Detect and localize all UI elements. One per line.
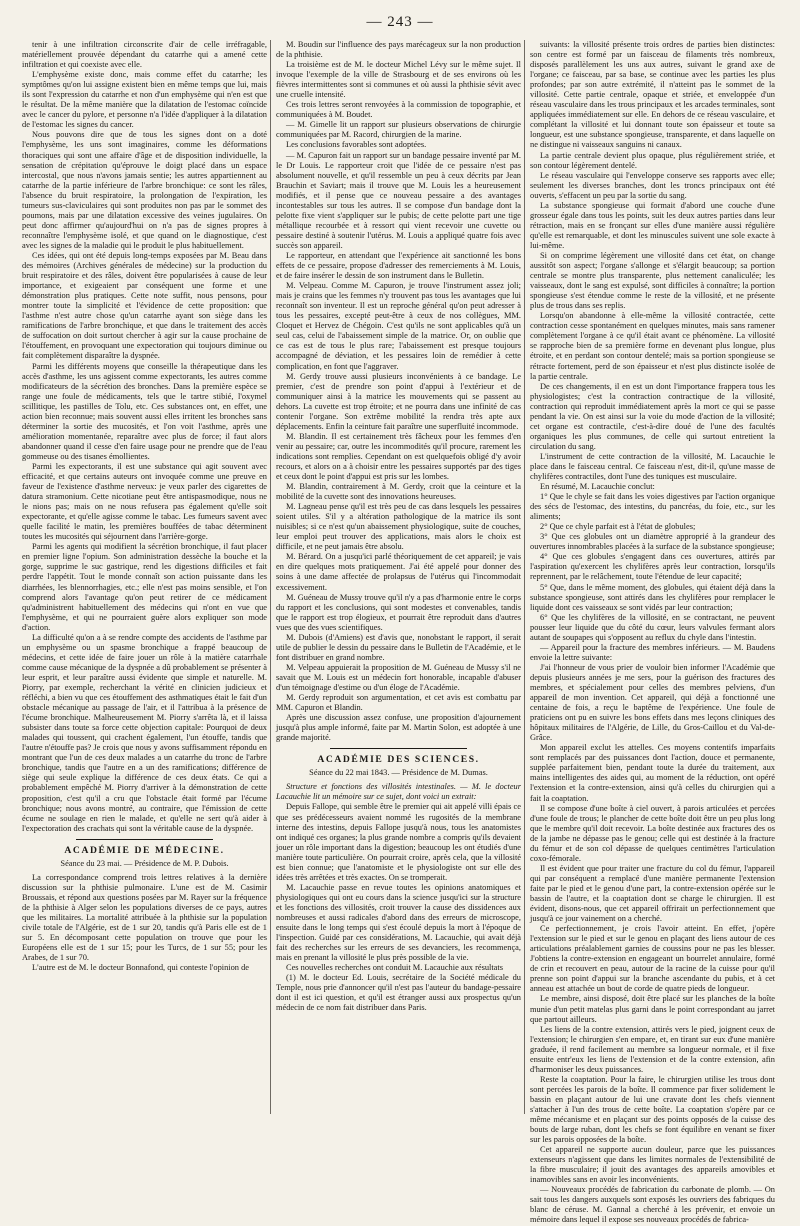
column-middle <box>276 40 521 1114</box>
column-right-body <box>530 40 775 1226</box>
paragraph: Cet appareil ne supporte aucun douleur, parce que les puissances extenseurs n'agissent que dans les limites normales de l'extensibilité de la fibre musculaire; il jouit des avantages des appareils amovibles et inamovibles sans en avoir les inconvénients. <box>530 1145 775 1185</box>
column-divider <box>270 40 271 1114</box>
page-number: — 243 — <box>366 14 434 30</box>
paragraph: — Appareil pour la fracture des membres inférieurs. — M. Baudens envoie la lettre suivante: <box>530 642 775 662</box>
column-left-body-after <box>22 873 267 973</box>
paragraph: Ces trois lettres seront renvoyées à la commission de topographie, et communiquées à M. Boudet. <box>276 100 521 120</box>
paragraph: Parmi les différents moyens que conseille la thérapeutique dans les accès d'asthme, les uns agissent comme expectorants, les autres comme modificateurs de la sécrétion des bronches. Dans la première espèce se range une foule de médicaments, tels que le tartre stibié, l'oxymel scillitique, les pastilles de Tolu, etc. Ces substances ont, en effet, une action bien reconnue; mais souvent aussi elles irritent les bronches sans déterminer la sortie des mucosités, et l'on voit l'asthme, après une amélioration momentanée, reparaître avec plus de force; il faut alors abandonner quand il cesse d'en faire usage pour ne prendre que de l'eau gommeuse ou des tisanes émollientes. <box>22 361 267 461</box>
section-divider <box>76 839 213 840</box>
paragraph: — M. Capuron fait un rapport sur un bandage pessaire inventé par M. le Dr Louis. Le rapporteur croit que l'idée de ce pessaire n'est pas absolument nouvelle, et qu'il ressemble un peu à ceux décrits par Jean Brauchin et Saviart; mais il trouve que M. Louis les a heureusement modifiés, et il pense que ce nouveau pessaire a des avantages incontestables sur tous les autres. Il se compose d'un bandage dont la pelotte fixe vient s'appliquer sur le pubis; de cette pelotte part une tige métallique recourbée et à ressort qui vient recevoir une cuvette ou pessaire destiné à soutenir l'utérus. M. Louis a appliqué quatre fois avec succès son appareil. <box>276 150 521 250</box>
paragraph: suivants: la villosité présente trois ordres de parties bien distinctes: son centre est formé par un faisceau de filaments très nombreux, disposés parallèlement les uns aux autres, suivant le grand axe de l'organe; ce faisceau, par sa base, se continue avec les parties les plus profondes; par son autre extrémité, il n'atteint pas le sommet de la villosité. Cette partie centrale, opaque et striée, et enveloppée d'un réseau vasculaire dans les trous principaux et les arcades terminales, sont appliquées immédiatement sur elle. En dehors de ce réseau vasculaire, et complétant la villosité et lui donnant toute son épaisseur et toute sa longueur, est une substance spongieuse, transparente, et dans laquelle on ne distingue ni vaisseaux sanguins ni canaux. <box>530 40 775 150</box>
paragraph: M. Guéneau de Mussy trouve qu'il n'y a pas d'harmonie entre le corps du rapport et les conclusions, qui sont modestes et convenables, tandis que le rapport est trop élogieux, et pourrait être reproduit dans d'autres vues que des vues scientifiques. <box>276 592 521 632</box>
paragraph: En résumé, M. Lacauchie conclut: <box>540 482 655 492</box>
paragraph: Mon appareil exclut les attelles. Ces moyens contentifs imparfaits sont remplacés par des puissances dont l'action, douce et permanente, supplée parfaitement bien, pendant toute la durée du traitement, aux mains intelligentes des aides qui, au moment de la réduction, ont opéré l'extension et la contre-extension, ainsi qu'à celles du chirurgien qui a fait la coaptation. <box>530 743 775 803</box>
paragraph: Il est évident que pour traiter une fracture du col du fémur, l'appareil qui par conséquent a remplacé d'une manière permanente l'extension faite par le pied et le genou d'une part, la contre-extension opérée sur le bassin de l'autre, et la coaptation dont se charge le chirurgien. Il est évident, disons-nous, que cet appareil offrirait un perfectionnement que jusqu'à ce jour vainement on a cherché. <box>530 863 775 924</box>
paragraph: Lorsqu'on abandonne à elle-même la villosité contractée, cette contraction cesse spontanément en quelques minutes, mais sans ramener complètement l'organe à ce qu'il était avant ce phénomène. La villosité se rapproche bien de sa première forme en devenant plus longue, plus étroite, et en perdant son contour dentelé; mais sa portion spongieuse se rétracte fortement, perd de son épaisseur et n'est plus distincte isolée de la partie centrale. <box>530 311 775 381</box>
section-title-academie-medecine: ACADÉMIE DE MÉDECINE. <box>64 844 225 856</box>
paragraph: Depuis Fallope, qui semble être le premier qui ait appelé villi épais ce que ses prédécesseurs avaient nommé les rugosités de la membrane interne des intestins, depuis Fallope jusqu'à nous, tous les anatomistes ont indiqué ces organes; la plus grande nombre a compris qu'ils devaient jouer un rôle important dans la digestion; beaucoup les ont étudiés d'une manière toute particulière. On pourrait croire, après cela, que la villosité est bien connue; que l'anatomiste et le physiologiste ont sur elle des idées très arrêtées et très exactes. On se tromperait. <box>276 802 521 882</box>
paragraph: J'ai l'honneur de vous prier de vouloir bien informer l'Académie que depuis plusieurs années je me sers, pour la guérison des fractures des membres, et spécialement pour celles des membres pelviens, d'un appareil de mon invention. Cet appareil, qui déjà a fonctionné une centaine de fois, a reçu le baptême de l'expérience. Une foule de praticiens ont pu en suivre les bons effets dans mes leçons cliniques des hôpitaux militaires de l'Algérie, de Lille, du Gros-Caillou et du Val-de-Grâce. <box>530 662 775 743</box>
paragraph: Ces idées, qui ont été depuis long-temps exposées par M. Beau dans des mémoires (Archives générales de médecine) sur la production du bruit respiratoire et des râles, doivent être popularisées à cause de leur importance, et exigeaient par conséquent une forme et une démonstration plus pratiques. Cette note suffit, nous pensons, pour montrer toute la simplicité et l'évidence de cette proposition: que l'asthme n'est autre chose qu'un catarrhe ayant son siège dans les ramifications de l'arbre bronchique, et que dans le traitement des accès de suffocation on doit surtout chercher à agir sur la cause prochaine de l'étouffement, en provoquant une expectoration qui toujours diminue ou fait complètement disparaître la dyspnée. <box>22 250 267 361</box>
paragraph: Parmi les expectorants, il est une substance qui agit souvent avec efficacité, et que certains auteurs ont invoquée comme une preuve en faveur de l'existence d'asthme nerveux: je veux parler des cigarettes de datura stramonium. Cette nicotiane peut être antispasmodique, nous ne le nions pas; mais on ne nous refusera pas également qu'elle soit expectorante, et qu'elle agisse comme le tabac. Les fumeurs savent avec quelle facilité le matin, les premières bouffées de tabac déterminent toutes les mucosités qui séjournent dans l'arrière-gorge. <box>22 461 267 542</box>
paragraph: 2° Que ce chyle parfait est à l'état de globules; <box>540 522 696 532</box>
section-divider <box>330 748 467 749</box>
paragraph: La substance spongieuse qui formait d'abord une couche d'une grosseur égale dans tous les points, suit les deux autres parties dans leur rétraction, mais en se fronçant sur elles d'une manière aussi régulière qu'elle est remarquable, et dont les minuscules suivent une sole exacte à lui-même. <box>530 200 775 250</box>
sitting-line: Séance du 22 mai 1843. — Présidence de M. Dumas. <box>309 768 488 778</box>
paragraph: tenir à une infiltration circonscrite d'air de celle irréfragable, matériellement prouvée dépendant du catarrhe qui a amené cette infiltration et qui coexiste avec elle. <box>22 40 267 70</box>
paragraph: La correspondance comprend trois lettres relatives à la dernière discussion sur la phthisie pulmonaire. L'une est de M. Casimir Broussais, et répond aux questions posées par M. Rayer sur la fréquence de la phthisie à Alger selon les populations diverses de ce pays, autres que les militaires. La mortalité attribuée à la phthisie sur la population civile totale de l'Algérie, est de 1 sur 20, tandis qu'à Paris elle est de 1 sur 5. En décomposant cette population on trouve que pour les Européens elle est de 1 sur 15; pour les Turcs, de 1 sur 55; pour les Arabes, de 1 sur 70. <box>22 872 267 963</box>
paragraph: L'emphysème existe donc, mais comme effet du catarrhe; les symptômes qu'on lui assigne existent bien en même temps que lui, mais ils sont l'expression du catarrhe et non d'un emphysème qui n'en est que le résultat. De la même manière que la dilatation de l'estomac coïncide avec le cancer du pylore, et personne n'a l'idée d'appliquer à la dilatation de l'estomac les signes du cancer. <box>22 70 267 130</box>
column-middle-body <box>276 40 521 743</box>
section-title-academie-sciences: ACADÉMIE DES SCIENCES. <box>317 754 480 766</box>
paragraph: 4° Que ces globules s'engagent dans ces ouvertures, attirés par l'aspiration qu'exercent les chylifères après leur contraction, lorsqu'ils reprennent, par le relâchement, toute l'étendue de leur capacité; <box>530 552 775 582</box>
paragraph: Le membre, ainsi disposé, doit être placé sur les planches de la boîte munie d'un petit matelas plus garni dans le point correspondant au jarret que partout ailleurs. <box>530 994 775 1024</box>
paragraph: (1) M. le docteur Ed. Louis, secrétaire de la Société médicale du Temple, nous prie d'annoncer qu'il n'est pas l'auteur du bandage-pessaire dont il est ici question, et qu'il est étranger aussi aux prospectus qu'un médecin de ce nom fait distribuer dans Paris. <box>276 973 521 1013</box>
paragraph: 1° Que le chyle se fait dans les voies digestives par l'action organique des sécs de l'estomac, des intestins, du pancréas, du foie, etc., sur les aliments; <box>530 492 775 522</box>
paragraph: Les conclusions favorables sont adoptées. <box>286 140 427 150</box>
paragraph: L'instrument de cette contraction de la villosité, M. Lacauchie le place dans le faisceau central. Ce faisceau n'est, dit-il, qu'une masse de chylifères contractiles, dont l'une des tuniques est musculaire. <box>530 451 775 482</box>
paragraph: Parmi les agents qui modifient la sécrétion bronchique, il faut placer en premier ligne l'opium. Son administration dessèche la bouche et la gorge, supprime le suc gastrique, rend les digestions difficiles et fait perdre l'appétit. Tout le monde connaît son action puissante dans les diarrhées, les blennorrhagies, etc.; elle n'est pas moins sensible, et l'on comprend alors l'avantage qu'on peut retirer de ce médicament qu'administrent habituellement des médecins qui n'ont en vue que l'emphysème, et qui ne pourraient guère alors expliquer son mode d'action. <box>22 542 267 632</box>
paragraph: M. Dubois (d'Amiens) est d'avis que, nonobstant le rapport, il serait utile de publier le dessin du pessaire dans le Bulletin de l'Académie, et le font distribuer en grand nombre. <box>276 632 521 662</box>
paragraph: M. Lagneau pense qu'il est très peu de cas dans lesquels les pessaires soient utiles. S'il y a altération pathologique de la matrice ils sont nuisibles; si ce n'est qu'un abaissement physiologique, suite de couches, leur emploi peut trouver des applications, mais alors le choix est difficile, et ne peut jamais être absolu. <box>276 502 521 552</box>
paragraph: Après une discussion assez confuse, une proposition d'ajournement jusqu'à plus ample informé, faite par M. Martin Solon, est adoptée à une grande majorité. <box>276 713 521 743</box>
column-middle-body-after <box>276 802 521 1013</box>
paragraph: M. Gerdy reproduit son argumentation, et cet avis est combattu par MM. Capuron et Blandin. <box>276 693 521 713</box>
paragraph: — Nouveaux procédés de fabrication du carbonate de plomb. — On sait tous les dangers auxquels sont exposés les ouvriers des fabriques du blanc de céruse. M. Gannal a cherché à les prévenir, et envoie un mémoire dans lequel il expose ses nouveaux procédés de fabrica- <box>530 1185 775 1225</box>
paragraph: La troisième est de M. le docteur Michel Lévy sur le même sujet. Il invoque l'exemple de la ville de Strasbourg et de ses environs où les fièvres intermittentes sont si communes et où aussi la phthisie sévit avec une cruelle intensité. <box>276 60 521 100</box>
paragraph: M. Velpeau. Comme M. Capuron, je trouve l'instrument assez joli; mais je crains que les femmes n'y trouvent pas tous les avantages que lui reconnaît son inventeur. Il est un reproche général qu'on peut adresser à tous les pessaires, excepté peut-être à ceux de nos collègues, MM. Cloquet et Hervez de Chégoin. C'est qu'ils ne sont applicables qu'à un seul cas, celui de l'abaissement simple de la matrice. Or, on oublie que ce cas est de tous le plus rare; l'abaissement est presque toujours accompagné de déviation, et les pessaires loin de remédier à cette complication, en font que l'aggraver. <box>276 281 521 371</box>
paragraph: Il se compose d'une boîte à ciel ouvert, à parois articulées et percées d'une foule de trous; le plancher de cette boîte doit être un peu plus long que le membre qu'il doit recevoir. La boîte destinée aux fractures des os de la jambe ne dépasse pas le genou; celle qui est destinée à la fracture du fémur et de son col dépasse de quelques centimètres l'articulation coxo-fémorale. <box>530 803 775 863</box>
paragraph: Les liens de la contre extension, attirés vers le pied, joignent ceux de l'extension; le chirurgien s'en empare, et, en tirant sur eux d'une manière graduée, il rend facilement au membre sa longueur normale, et il fixe ensuite entr'eux les liens de l'extension et de la contre extension, afin d'harmoniser les deux puissances. <box>530 1024 775 1074</box>
paragraph: De ces changements, il en est un dont l'importance frappera tous les physiologistes; c'est la contraction contractique de la villosité, contraction qui reproduit immédiatement après la mort ce qui se passe pendant la vie. On est ainsi sur la voie du mode d'action de la villosité; cet organe est contractile, c'est-à-dire doué de l'une des facultés organiques les plus communes, de celle qui surtout entretient la circulation du sang. <box>530 381 775 451</box>
column-right <box>530 40 775 1225</box>
paragraph: M. Bérard. On a jusqu'ici parlé théoriquement de cet appareil; je vais en dire quelques mots pratiquement. J'ai été appelé pour donner des soins à une dame affectée de prolapsus de l'utérus qui l'incommodait excessivement. <box>276 552 521 592</box>
paragraph: 6° Que les chylifères de la villosité, en se contractant, ne peuvent pousser leur liquide que du côté du cœur, leurs valvules fermant alors autant de soupapes qui s'opposent au reflux du chyle dans l'intestin. <box>530 612 775 642</box>
paragraph: Le rapporteur, en attendant que l'expérience ait sanctionné les bons effets de ce pessaire, propose d'adresser des remerciements à M. Louis, et de faire insérer le dessin de son instrument dans le Bulletin. <box>276 250 521 281</box>
column-left-body <box>22 40 267 834</box>
paragraph: M. Gerdy trouve aussi plusieurs inconvénients à ce bandage. Le premier, c'est de prendre son point d'appui à l'extérieur et de communiquer ainsi à la matrice les mouvements qui se passent au dehors. La cuvette est trop étroite; et ne pourra dans une infinité de cas contenir l'organe. Son extrême mobilité la rendra très apte aux déplacements. Enfin la ceinture fait paraître une superfluité incommode. <box>276 371 521 431</box>
column-left <box>22 40 267 1114</box>
paragraph: La difficulté qu'on a à se rendre compte des accidents de l'asthme par un emphysème ou un spasme bronchique a frappé beaucoup de médecins, et cette idée de faire jouer un rôle à la matière catarrhale comme cause mécanique de la dyspnée a dû probablement se présenter à leur esprit, et leur paraître aussi évidente que simple et naturelle. M. Piorry, par exemple, recherchant la vérité en clinicien judicieux et réfléchi, a bien vu que ces étouffement des asthmatiques était le fait d'un obstacle mécanique au passage de l'air, et il l'attribua à la présence de l'écume bronchique. Malheureusement M. Piorry s'arrêta là, et il laissa subsister dans toute sa force cette objection capitale: Pourquoi de deux malades qui toussent, qui crachent également, l'un étouffe, tandis que l'autre n'étouffe pas? Je crois que nous y avons suffisamment répondu en montrant que l'un de ces deux malades a un catarrhe du tronc de l'arbre bronchique, tandis que l'autre en a un des ramifications; différence de siège qui seule explique la différence de ces deux états. Ce qui a probablement empêché M. Piorry d'arriver à la démonstration de cette proposition, c'est qu'il a cru que l'obstacle était formé par l'écume bronchique; nous avons montré, au contraire, que l'émission de cette écume ne soulage en rien le malade, et qu'elle ne sert qu'à aider à l'expectoration des crachats qui sont la véritable cause de la dyspnée. <box>22 632 267 833</box>
paragraph: Le réseau vasculaire qui l'enveloppe conserve ses rapports avec elle; seulement les diverses branches, dont les troncs principaux ont été ouverts, s'effacent un peu par la sortie du sang. <box>530 170 775 200</box>
sitting-line: Séance du 23 mai. — Présidence de M. P. Dubois. <box>60 858 229 868</box>
paragraph: Si on comprime légèrement une villosité dans cet état, on change aussitôt son aspect; l'organe s'allonge et s'élargit beaucoup; sa portion centrale se montre plus transparente, plus nettement canaliculée; les vaisseaux, dont le sang est expulsé, sont difficiles à connaître; la portion spongieuse s'est étendue comme le reste de la villosité, et ne présente plus de trous dans ses replis. <box>530 250 775 311</box>
paragraph: Nous pouvons dire que de tous les signes dont on a doté l'emphysème, les uns sont imaginaires, comme les déformations thoraciques qui sont une affaire d'âge et de disposition individuelle, la sensation de crépitation qu'éprouve le doigt placé dans un espace intercostal, que nous n'avons jamais sentie; les autres appartiennent au catarrhe de la partie inférieure de l'arbre bronchique: ce sont les râles, l'absence du bruit respiratoire, la prolongation de l'expiration, les tumeurs sus-claviculaires qui sont produites non pas par le sommet des poumons, mais par une dilatation excessive des veines jugulaires. On peut donc affirmer qu'aujourd'hui on n'a pas de signes propres à reconnaître l'emphysème isolé, et que quand on le diagnostique, c'est avec les signes de la maladie qui le produit le plus habituellement. <box>22 130 267 250</box>
paragraph: Ce perfectionnement, je crois l'avoir atteint. En effet, j'opère l'extension sur le pied et sur le genou en plaçant des liens autour de ces articulations préalablement garnies de coussins pour ne pas les blesser. J'obtiens la contre-extension en engageant un bourrelet annulaire, formé de crin et recouvert en peau, autour de la racine de la cuisse pour qu'il prenne son point d'appui sur la branche ascendante du pubis, et à cet anneau est attachée un bout de corde de quatre pieds de longueur. <box>530 924 775 994</box>
paragraph: M. Blandin. Il est certainement très fâcheux pour les femmes d'en venir au pessaire; car, outre les incommodités qu'il procure, rarement les indications sont remplies. Cependant on est quelquefois obligé d'y avoir recours, et alors on a à choisir entre les pessaires supportés par des tiges et ceux dont le point d'appui est pris sur les lombes. <box>276 431 521 482</box>
paragraph: M. Velpeau appuierait la proposition de M. Guéneau de Mussy s'il ne savait que M. Louis est un médecin fort honorable, incapable d'abuser d'un témoignage d'estime ou d'un éloge de l'Académie. <box>276 662 521 692</box>
paragraph: M. Blandin, contrairement à M. Gerdy, croit que la ceinture et la mobilité de la cuvette sont des innovations heureuses. <box>276 482 521 502</box>
paragraph: 3° Que ces globules ont un diamètre approprié à la grandeur des ouvertures innombrables placées à la surface de la substance spongieuse; <box>530 532 775 552</box>
paragraph: M. Boudin sur l'influence des pays marécageux sur la non production de la phthisie. <box>276 40 521 60</box>
column-divider <box>524 40 525 1114</box>
paragraph: M. Lacauchie passe en revue toutes les opinions anatomiques et physiologiques qui ont eu cours dans la science jusqu'ici sur la structure et les fonctions des villosités, croit trouver la cause des dissidences aux nombreuses et aussi radicales d'abord dans des erreurs de microscope, ensuite dans le long temps qui s'est écoulé depuis la mort à l'époque de l'inspection. Guidé par ces considérations, M. Lacauchie, qui avait déjà fait des recherches sur les erreurs de ses devanciers, les recommença, mais en prenant la villosité le plus près possible de la vie. <box>276 882 521 963</box>
paragraph: — M. Gimelle lit un rapport sur plusieurs observations de chirurgie communiquées par M. Racord, chirurgien de la marine. <box>276 120 521 140</box>
paragraph: La partie centrale devient plus opaque, plus régulièrement striée, et son contour légèrement dentelé. <box>530 150 775 170</box>
paragraph: 5° Que, dans le même moment, des globules, qui étaient déjà dans la substance spongieuse, sont attirés dans les chylifères pour remplacer le liquide dont ces vaisseaux se sont vidés par leur contraction; <box>530 582 775 612</box>
article-lead: Structure et fonctions des villosités intestinales. — M. le docteur Lacauchie lit un mémoire sur ce sujet, dont voici un extrait: <box>276 782 521 802</box>
paragraph: Reste la coaptation. Pour la faire, le chirurgien utilise les trous dont sont percées les parois de la boîte. Il commence par fixer solidement le bassin en plaçant autour de lui une cravate dont les chefs viennent s'attacher à l'un des trous de cette boîte. La coaptation s'opère par ce même mécanisme et en plaçant sur des points opposés de la cuisse des bouts de large ruban, dont les chefs se font équilibre en venant se fixer sur les parois opposées de la boîte. <box>530 1074 775 1145</box>
paragraph: Ces nouvelles recherches ont conduit M. Lacauchie aux résultats <box>286 963 503 973</box>
paragraph: L'autre est de M. le docteur Bonnafond, qui conteste l'opinion de <box>32 963 249 973</box>
